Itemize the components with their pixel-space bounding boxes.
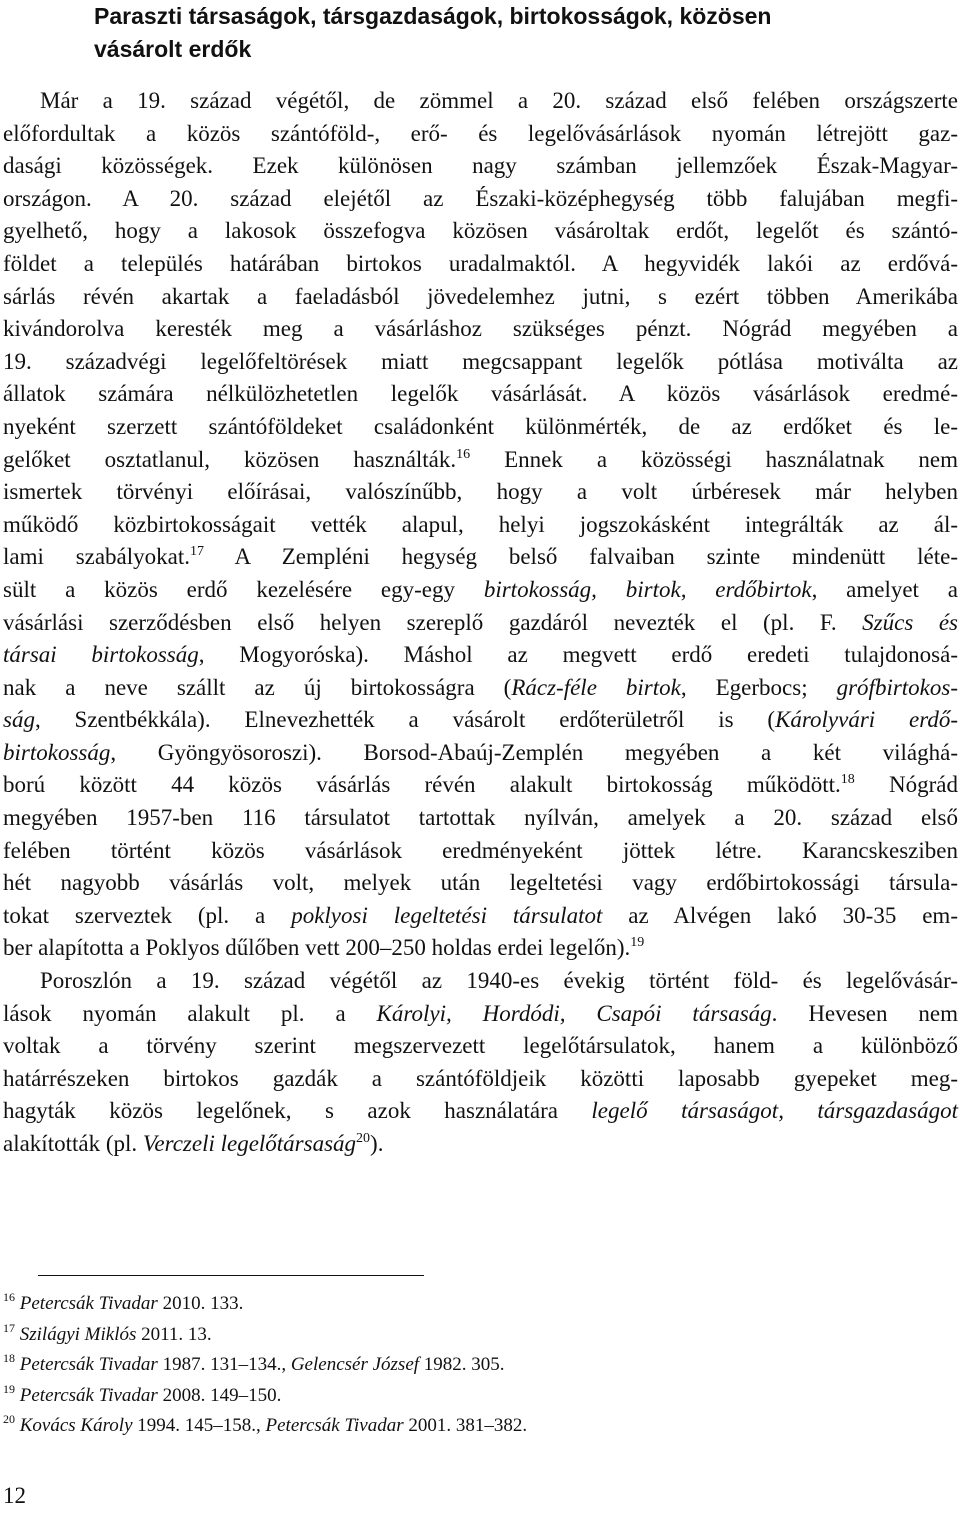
text-run: Ennek a közösségi használatnak nem [470, 446, 958, 472]
text-run: , Mogyoróska). Máshol az megvett erdő eredeti tulajdonosá- [198, 642, 958, 668]
text-run: gyelhető, hogy a lakosok összefogva közösen vásároltak erdőt, legelőt és szántó- [3, 218, 958, 244]
text-line [3, 1128, 958, 1161]
text-run: ismertek törvényi előírásai, valószínűbb, hogy a volt úrbéresek már helyben [3, 479, 958, 505]
italic-text: Szűcs és [862, 609, 958, 635]
footnote-author: Kovács Károly [19, 1415, 133, 1436]
text-run: , Gyöngyösoroszi). Borsod-Abaúj-Zemplén megyében a két világhá- [110, 739, 958, 765]
italic-text: Rácz-féle birtok [511, 674, 681, 700]
text-run: dasági közösségek. Ezek különösen nagy számban jellemzőek Észak-Magyar- [3, 153, 958, 179]
text-run: alakították (pl. [3, 1131, 143, 1156]
text-run: lami szabályokat. [3, 544, 191, 570]
text-run: sárlás révén akartak a faeladásból jövedelemhez jutni, s ezért többen Amerikába [3, 283, 958, 309]
text-run: , amelyet a [811, 576, 958, 602]
text-line [3, 900, 958, 933]
text-run: , Egerbocs; [680, 674, 837, 700]
text-line [3, 411, 958, 444]
footnote-author: Petercsák Tivadar [265, 1415, 404, 1436]
text-line [3, 183, 958, 216]
text-line [3, 574, 958, 607]
text-line [3, 932, 958, 965]
text-run: tokat szerveztek (pl. a [3, 902, 292, 928]
text-run: ). [370, 1131, 384, 1156]
footnote-number: 16 [3, 1290, 15, 1304]
footnote-ref: 20 [356, 1131, 371, 1146]
text-run: Poroszlón a 19. század végétől az 1940-es évekig történt föld- és legelővásár- [40, 968, 958, 994]
text-line [3, 215, 958, 248]
text-line [3, 248, 958, 281]
text-line [3, 281, 958, 314]
text-run: földet a település határában birtokos uradalmaktól. A hegyvidék lakói az erdővá- [3, 250, 958, 276]
footnote [3, 1320, 953, 1351]
italic-text: ság [3, 707, 35, 733]
text-run: működő közbirtokosságait vették alapul, helyi jogszokásként integrálták az ál- [3, 511, 958, 537]
footnote-number: 17 [3, 1320, 15, 1335]
text-run: sült a közös erdő kezelésére egy-egy [3, 576, 484, 602]
footnote-number: 18 [3, 1351, 15, 1365]
footnote [3, 1289, 953, 1320]
text-line [3, 476, 958, 509]
text-run: állatok számára nélkülözhetetlen legelők vásárlását. A közös vásárlások eredmé- [3, 381, 958, 407]
text-line [3, 639, 958, 672]
text-line [3, 1063, 958, 1096]
heading-line-2: vásárolt erdők [94, 35, 252, 62]
footnote-ref-text: 1987. 131–134., [157, 1354, 291, 1375]
footnote-separator [38, 1275, 424, 1276]
text-line [3, 607, 958, 640]
text-run: hagyták közös legelőnek, s azok használatára [3, 1098, 592, 1124]
footnote-author: Gelencsér József [290, 1354, 420, 1375]
text-run: voltak a törvény szerint megszervezett legelőtársulatok, hanem a különböző [3, 1033, 958, 1059]
text-run: hét nagyobb vásárlás volt, melyek után legeltetési vagy erdőbirtokossági társula- [3, 870, 958, 896]
text-line [3, 541, 958, 574]
footnote-author: Petercsák Tivadar [19, 1293, 158, 1314]
footnote-ref-text: 1994. 145–158., [132, 1415, 266, 1436]
footnote-author: Petercsák Tivadar [19, 1354, 158, 1375]
text-run: Nógrád [854, 772, 958, 798]
italic-text: legelő társaságot, társgazdaságot [591, 1098, 958, 1124]
italic-text: birtokosság [3, 739, 111, 765]
text-line [3, 867, 958, 900]
footnote-ref-text: 2011. 13. [136, 1323, 212, 1345]
text-run: nyeként szerzett szántóföldeket családonként különmérték, de az erdőket és le- [3, 413, 958, 439]
text-run: nak a neve szállt az új birtokosságra ( [3, 674, 512, 700]
footnote-ref-text: 2010. 133. [157, 1293, 244, 1314]
footnote-ref-text: 1982. 305. [419, 1354, 505, 1375]
text-run: lások nyomán alakult pl. a [3, 1000, 377, 1026]
heading-line-1: Paraszti társaságok, társgazdaságok, birtokosságok, közösen [94, 3, 772, 29]
text-line [3, 1030, 958, 1063]
footnote-author: Petercsák Tivadar [19, 1384, 158, 1406]
text-run: megyében 1957-ben 116 társulatot tartottak nyílván, amelyek a 20. század első [3, 805, 958, 831]
text-line [3, 378, 958, 411]
text-run: felében történt közös vásárlások eredményeként jöttek létre. Karancskesziben [3, 837, 958, 863]
text-run: előfordultak a közös szántóföld-, erő- és legelővásárlások nyomán létrejött gaz- [3, 120, 958, 146]
section-heading [0, 0, 771, 65]
footnote-ref-text: 2001. 381–382. [403, 1415, 528, 1436]
text-line [3, 313, 958, 346]
footnote-ref: 17 [190, 544, 205, 560]
footnote-number: 19 [3, 1381, 15, 1396]
text-line [3, 998, 958, 1031]
text-run: ber alapította a Poklyos dűlőben vett 200–250 holdas erdei legelőn). [3, 935, 631, 961]
italic-text: Károlyi, Hordódi, Csapói társaság [376, 1000, 772, 1026]
text-line [3, 118, 958, 151]
italic-text: Verczeli legelőtársaság [142, 1131, 357, 1156]
text-line [3, 85, 958, 118]
text-run: határrészeken birtokos gazdák a szántóföldjeik közötti laposabb gyepeket meg- [3, 1065, 958, 1091]
body-text [3, 85, 958, 1161]
text-line [3, 150, 958, 183]
italic-text: Károlyvári erdő- [775, 707, 958, 733]
italic-text: birtokosság, birtok, erdőbirtok [483, 576, 812, 602]
text-line [3, 802, 958, 835]
footnote-author: Szilágyi Miklós [19, 1323, 137, 1345]
text-line [3, 444, 958, 477]
italic-text: grófbirtokos- [836, 674, 958, 700]
footnote-ref-text: 2008. 149–150. [157, 1384, 282, 1406]
text-run: országon. A 20. század elejétől az Északi-középhegység több falujában megfi- [3, 185, 958, 211]
text-run: , Szentbékkála). Elnevezhették a vásárolt erdőterületről is ( [34, 707, 776, 733]
footnotes [3, 1289, 953, 1442]
text-line [3, 672, 958, 705]
text-run: A Zempléni hegység belső falvaiban szinte mindenütt léte- [204, 544, 958, 570]
footnote [3, 1350, 953, 1381]
footnote-number: 20 [3, 1412, 15, 1426]
italic-text: poklyosi legeltetési társulatot [291, 902, 603, 928]
text-run: gelőket osztatlanul, közösen használták. [3, 446, 457, 472]
text-line [3, 835, 958, 868]
text-line [3, 737, 958, 770]
text-run: az Alvégen lakó 30-35 em- [602, 902, 958, 928]
footnote [3, 1411, 953, 1442]
text-line [3, 704, 958, 737]
page-number: 12 [3, 1483, 26, 1508]
footnote-ref: 16 [456, 446, 471, 462]
text-run: vásárlási szerződésben első helyen szereplő gazdáról nevezték el (pl. F. [3, 609, 863, 635]
text-line [3, 1095, 958, 1128]
text-run: ború között 44 közös vásárlás révén alakult birtokosság működött. [3, 772, 841, 798]
text-line [3, 965, 958, 998]
text-line [3, 769, 958, 802]
italic-text: társai birtokosság [3, 642, 199, 668]
text-run: . Hevesen nem [771, 1000, 958, 1026]
text-run: 19. századvégi legelőfeltörések miatt megcsappant legelők pótlása motiválta az [3, 348, 958, 374]
text-run: Már a 19. század végétől, de zömmel a 20. század első felében országszerte [40, 88, 958, 113]
footnote [3, 1381, 953, 1412]
text-run: kivándorolva keresték meg a vásárláshoz szükséges pénzt. Nógrád megyében a [3, 316, 958, 342]
footnote-ref: 18 [840, 772, 855, 788]
text-line [3, 346, 958, 379]
footnote-ref: 19 [630, 935, 645, 951]
text-line [3, 509, 958, 542]
